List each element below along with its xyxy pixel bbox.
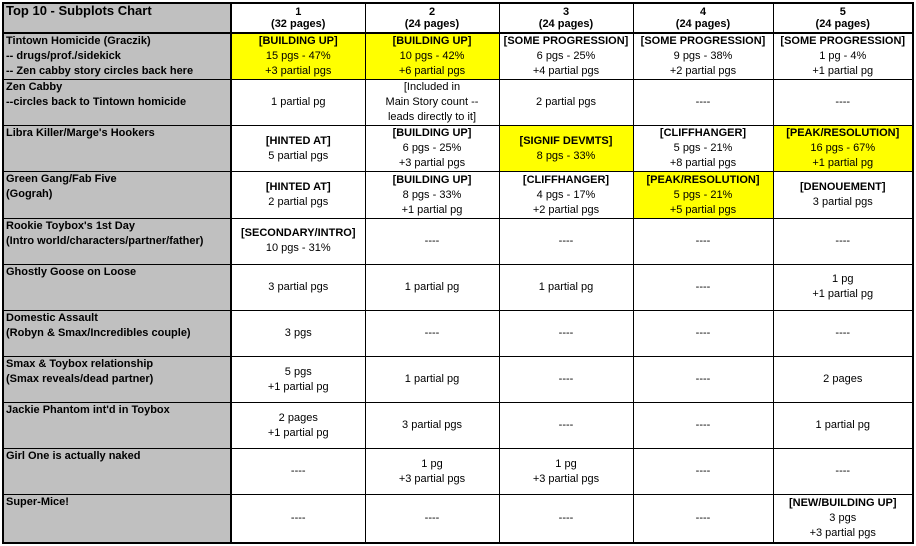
subplot-name-line: --circles back to Tintown homicide [6, 96, 187, 109]
subplot-name-line: (Robyn & Smax/Incredibles couple) [6, 326, 191, 339]
subplot-name [3, 449, 231, 495]
subplot-name-line: Domestic Assault [6, 311, 98, 324]
issue-cell [773, 80, 913, 126]
status-label: [NEW/BUILDING UP] [788, 497, 897, 510]
issue-cell [773, 218, 913, 264]
column-pages: (24 pages) [675, 18, 731, 31]
subplot-name [3, 495, 231, 543]
issue-cell [773, 356, 913, 402]
table-row [3, 495, 913, 543]
page-count: 16 pgs - 67% [810, 142, 876, 155]
table-row [3, 172, 913, 218]
issue-cell [499, 356, 633, 402]
page-count: +1 partial pg [267, 380, 329, 393]
issue-cell [499, 33, 633, 80]
table-row [3, 449, 913, 495]
page-count: +4 partial pgs [532, 65, 600, 78]
header-row [3, 3, 913, 33]
status-label: [SIGNIF DEVMTS] [519, 134, 613, 147]
issue-cell [773, 403, 913, 449]
issue-cell [773, 33, 913, 80]
subplot-name [3, 356, 231, 402]
issue-cell [231, 495, 365, 543]
page-count: ---- [424, 326, 440, 339]
issue-cell [633, 264, 773, 310]
issue-cell [633, 310, 773, 356]
issue-cell [773, 172, 913, 218]
issue-cell [499, 264, 633, 310]
table-row [3, 356, 913, 402]
issue-cell [499, 126, 633, 172]
column-pages: (24 pages) [404, 18, 460, 31]
page-count: ---- [290, 465, 306, 478]
status-label: [BUILDING UP] [258, 35, 338, 48]
issue-cell [231, 126, 365, 172]
column-number: 2 [428, 6, 436, 19]
issue-cell [499, 80, 633, 126]
page-count: ---- [695, 280, 711, 293]
subplot-name [3, 80, 231, 126]
status-label: [CLIFFHANGER] [659, 127, 747, 140]
table-body [3, 3, 913, 543]
issue-cell [365, 495, 499, 543]
page-count: ---- [835, 326, 851, 339]
page-count: 6 pgs - 25% [402, 142, 462, 155]
column-pages: (32 pages) [271, 18, 326, 31]
status-label: [BUILDING UP] [392, 173, 472, 186]
issue-cell [633, 356, 773, 402]
page-count: 2 partial pgs [536, 96, 596, 109]
page-count: 5 pgs [284, 365, 312, 378]
page-count: ---- [558, 419, 574, 432]
issue-cell [231, 356, 365, 402]
subplot-name-line: -- Zen cabby story circles back here [6, 65, 194, 78]
page-count: 6 pgs - 25% [536, 50, 596, 63]
subplot-name [3, 218, 231, 264]
subplot-name-line: Jackie Phantom int'd in Toybox [6, 404, 170, 417]
issue-cell [633, 33, 773, 80]
issue-cell [499, 403, 633, 449]
table-row [3, 403, 913, 449]
page-count: +3 partial pgs [532, 472, 600, 485]
issue-cell [231, 80, 365, 126]
status-label: [PEAK/RESOLUTION] [646, 173, 760, 186]
page-count: 5 partial pgs [268, 149, 329, 162]
page-count: +2 partial pgs [669, 65, 737, 78]
page-count: ---- [695, 419, 711, 432]
table-row [3, 126, 913, 172]
page-count: ---- [835, 465, 851, 478]
issue-cell [231, 218, 365, 264]
page-count: 3 partial pgs [268, 280, 329, 293]
page-count: Main Story count -- [385, 96, 479, 109]
status-label: [SOME PROGRESSION] [503, 35, 629, 48]
issue-cell [633, 449, 773, 495]
page-count: ---- [835, 234, 851, 247]
table-row [3, 218, 913, 264]
issue-cell [365, 33, 499, 80]
page-count: ---- [424, 512, 440, 525]
column-header-1 [231, 3, 365, 33]
subplot-name-line: (Intro world/characters/partner/father) [6, 234, 204, 247]
issue-cell [499, 218, 633, 264]
column-header-5 [773, 3, 913, 33]
status-label: [HINTED AT] [265, 181, 331, 194]
status-label: [CLIFFHANGER] [522, 173, 610, 186]
status-label: [SECONDARY/INTRO] [241, 227, 356, 240]
subplot-name-line: -- drugs/prof./sidekick [6, 50, 121, 63]
page-count: 10 pgs - 31% [265, 242, 331, 255]
page-count: ---- [695, 465, 711, 478]
page-count: 8 pgs - 33% [402, 188, 462, 201]
issue-cell [633, 403, 773, 449]
page-count: 1 partial pg [404, 280, 460, 293]
issue-cell [633, 495, 773, 543]
subplot-name-line: Smax & Toybox relationship [6, 357, 154, 370]
page-count: ---- [695, 96, 711, 109]
issue-cell [773, 495, 913, 543]
subplot-name-line: (Smax reveals/dead partner) [6, 372, 154, 385]
issue-cell [231, 264, 365, 310]
page-count: ---- [558, 326, 574, 339]
column-number: 1 [295, 6, 302, 19]
issue-cell [231, 403, 365, 449]
issue-cell [365, 80, 499, 126]
page-count: leads directly to it] [387, 111, 477, 124]
subplot-name [3, 172, 231, 218]
page-count: ---- [695, 373, 711, 386]
page-count: ---- [424, 234, 440, 247]
page-count: ---- [695, 326, 711, 339]
page-count: ---- [835, 96, 851, 109]
issue-cell [499, 172, 633, 218]
issue-cell [231, 172, 365, 218]
subplot-name-line: Libra Killer/Marge's Hookers [6, 127, 155, 140]
page-count: 1 pg - 4% [819, 50, 867, 63]
page-count: 1 pg [555, 457, 577, 470]
issue-cell [231, 449, 365, 495]
page-count: +3 partial pgs [265, 65, 332, 78]
page-count: 3 pgs [284, 326, 312, 339]
issue-cell [365, 449, 499, 495]
subplot-name [3, 264, 231, 310]
subplot-name-line: Ghostly Goose on Loose [6, 265, 137, 278]
page-count: 5 pgs - 21% [673, 188, 733, 201]
page-count: 15 pgs - 47% [265, 50, 331, 63]
page-count: +8 partial pgs [669, 157, 737, 170]
page-count: 2 pages [823, 373, 863, 386]
subplot-name-line: (Gograh) [6, 188, 53, 201]
column-header-2 [365, 3, 499, 33]
issue-cell [773, 264, 913, 310]
page-count: ---- [290, 512, 306, 525]
table-row [3, 264, 913, 310]
page-count: 8 pgs - 33% [536, 149, 596, 162]
issue-cell [365, 403, 499, 449]
column-pages: (24 pages) [538, 18, 594, 31]
issue-cell [499, 495, 633, 543]
chart-title: Top 10 - Subplots Chart [3, 3, 231, 33]
page-count: +1 partial pg [812, 157, 874, 170]
column-header-4 [633, 3, 773, 33]
page-count: 5 pgs - 21% [673, 142, 733, 155]
page-count: +3 partial pgs [398, 157, 466, 170]
issue-cell [365, 310, 499, 356]
status-label: [HINTED AT] [265, 134, 331, 147]
subplot-name-line: Rookie Toybox's 1st Day [6, 219, 135, 232]
issue-cell [633, 80, 773, 126]
table-row [3, 33, 913, 80]
page-count: ---- [558, 512, 574, 525]
column-number: 4 [699, 6, 707, 19]
page-count: 3 pgs [829, 512, 857, 525]
subplot-name-line: Zen Cabby [6, 81, 63, 94]
issue-cell [633, 218, 773, 264]
status-label: [PEAK/RESOLUTION] [786, 127, 900, 140]
page-count: +1 partial pg [812, 288, 874, 301]
issue-cell [633, 172, 773, 218]
page-count: +1 partial pg [812, 65, 874, 78]
status-label: [SOME PROGRESSION] [780, 35, 906, 48]
subplot-name-line: Super-Mice! [6, 496, 69, 509]
subplot-name-line: Tintown Homicide (Graczik) [6, 35, 151, 48]
issue-cell [365, 218, 499, 264]
table-row [3, 80, 913, 126]
column-header-3 [499, 3, 633, 33]
page-count: 9 pgs - 38% [673, 50, 733, 63]
column-pages: (24 pages) [815, 18, 870, 31]
subplot-name [3, 310, 231, 356]
issue-cell [499, 310, 633, 356]
page-count: ---- [695, 234, 711, 247]
issue-cell [231, 310, 365, 356]
page-count: +3 partial pgs [398, 472, 466, 485]
page-count: 1 pg [421, 457, 443, 470]
issue-cell [773, 310, 913, 356]
page-count: 1 partial pg [404, 373, 460, 386]
issue-cell [773, 449, 913, 495]
issue-cell [365, 356, 499, 402]
page-count: 3 partial pgs [402, 419, 462, 432]
column-number: 3 [562, 6, 570, 19]
issue-cell [365, 126, 499, 172]
page-count: ---- [558, 234, 574, 247]
page-count: 2 partial pgs [268, 196, 329, 209]
page-count: 1 partial pg [538, 280, 594, 293]
table-row [3, 310, 913, 356]
page-count: 1 partial pg [271, 96, 326, 109]
page-count: 10 pgs - 42% [399, 50, 465, 63]
page-count: 1 partial pg [815, 419, 870, 432]
issue-cell [773, 126, 913, 172]
page-count: +6 partial pgs [398, 65, 466, 78]
page-count: ---- [695, 512, 711, 525]
status-label: [BUILDING UP] [392, 127, 472, 140]
page-count: 1 pg [832, 273, 854, 286]
page-count: 3 partial pgs [812, 196, 873, 209]
subplot-name [3, 33, 231, 80]
issue-cell [365, 264, 499, 310]
issue-cell [499, 449, 633, 495]
subplot-name [3, 126, 231, 172]
page-count: [Included in [403, 81, 461, 94]
page-count: 2 pages [278, 411, 318, 424]
status-label: [SOME PROGRESSION] [640, 35, 766, 48]
column-number: 5 [839, 6, 846, 19]
issue-cell [633, 126, 773, 172]
issue-cell [365, 172, 499, 218]
issue-cell [231, 33, 365, 80]
subplot-name [3, 403, 231, 449]
page-count: +2 partial pgs [532, 203, 600, 216]
status-label: [BUILDING UP] [392, 35, 472, 48]
subplots-table [2, 2, 914, 544]
page-count: 4 pgs - 17% [536, 188, 596, 201]
page-count: ---- [558, 373, 574, 386]
page-count: +3 partial pgs [809, 527, 876, 540]
subplot-name-line: Green Gang/Fab Five [6, 173, 117, 186]
page-count: +5 partial pgs [669, 203, 737, 216]
subplot-name-line: Girl One is actually naked [6, 450, 141, 463]
page-count: +1 partial pg [267, 426, 329, 439]
page-count: +1 partial pg [401, 203, 463, 216]
status-label: [DENOUEMENT] [799, 181, 886, 194]
